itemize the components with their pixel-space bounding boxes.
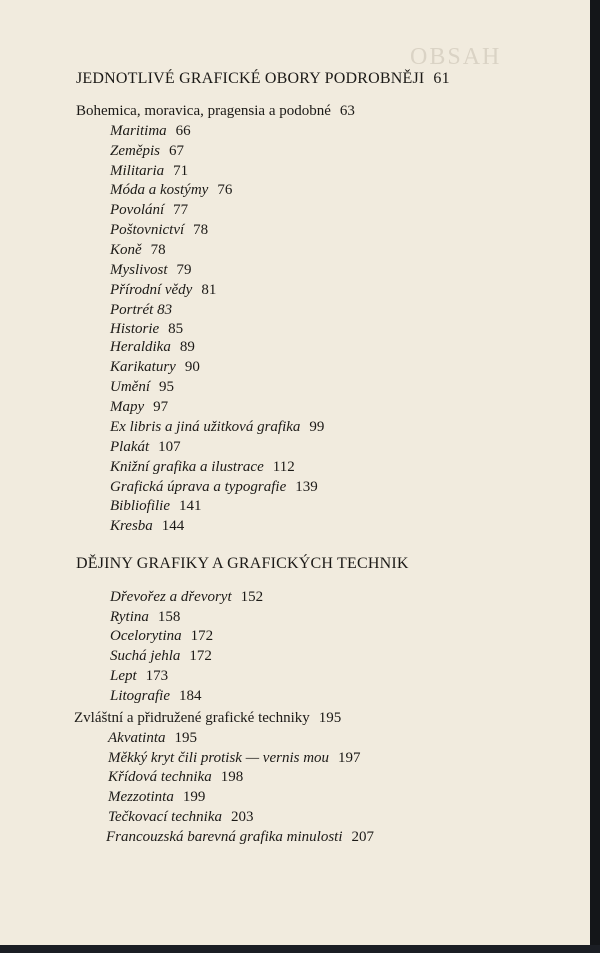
toc-item[interactable] — [110, 301, 172, 319]
toc-item[interactable] — [110, 497, 202, 515]
toc-section-1-page: 61 — [433, 70, 450, 87]
toc-item-page: 172 — [189, 648, 212, 664]
toc-item-title: Rytina — [110, 609, 149, 625]
toc-item-title: Akvatinta — [108, 730, 166, 746]
toc-item[interactable] — [110, 588, 263, 606]
toc-item[interactable] — [110, 418, 324, 436]
toc-item-title: Tečkovací technika — [108, 809, 222, 825]
toc-item-title: Přírodní vědy — [110, 282, 193, 298]
toc-item-title: Grafická úprava a typografie — [110, 479, 287, 495]
toc-section-1-title: JEDNOTLIVÉ GRAFICKÉ OBORY PODROBNĚJI — [76, 70, 425, 87]
toc-item-page: 95 — [159, 379, 174, 395]
toc-item[interactable] — [110, 122, 191, 140]
toc-item-page: 99 — [309, 419, 325, 435]
toc-item-title: Kresba — [110, 518, 153, 534]
toc-item[interactable] — [108, 729, 197, 747]
toc-item-page: 85 — [168, 321, 184, 337]
toc-item[interactable] — [108, 808, 253, 826]
toc-item[interactable] — [110, 667, 168, 685]
toc-item-title: Heraldika — [110, 339, 171, 355]
toc-group-2-page: 195 — [318, 710, 342, 726]
toc-item[interactable] — [110, 398, 168, 416]
toc-item-page: 197 — [338, 750, 361, 766]
toc-item-page: 76 — [217, 182, 233, 198]
toc-item-title: Plakát — [110, 439, 150, 455]
toc-item-title: Zeměpis — [110, 143, 160, 159]
toc-item[interactable] — [110, 241, 166, 259]
toc-item-title: Ex libris a jiná užitková grafika — [110, 419, 301, 435]
bleed-through-title: OBSAH — [410, 44, 502, 70]
toc-item-page: 139 — [295, 479, 318, 495]
toc-item-page: 141 — [179, 498, 202, 514]
toc-item-title: Ocelorytina — [110, 628, 182, 644]
toc-item-page: 77 — [173, 202, 189, 218]
toc-group-2[interactable] — [74, 709, 341, 727]
toc-group-1-title: Bohemica, moravica, pragensia a podobné — [76, 103, 331, 119]
toc-item-page: 184 — [179, 688, 202, 704]
toc-group-1-page: 63 — [339, 103, 355, 119]
toc-item-page: 97 — [153, 399, 169, 415]
toc-item[interactable] — [110, 358, 200, 376]
toc-item[interactable] — [110, 142, 184, 160]
toc-item[interactable] — [108, 749, 361, 767]
toc-item-page: 172 — [190, 628, 214, 644]
toc-item[interactable] — [110, 320, 183, 338]
toc-item[interactable] — [106, 828, 374, 846]
toc-item[interactable] — [110, 627, 213, 645]
toc-item-title: Křídová technika — [108, 769, 212, 785]
toc-item-title: Militaria — [110, 163, 165, 179]
toc-item[interactable] — [110, 221, 208, 239]
toc-item-title: Dřevořez a dřevoryt — [110, 589, 232, 605]
toc-item-title: Knižní grafika a ilustrace — [110, 459, 264, 475]
toc-item-page: 90 — [184, 359, 200, 375]
toc-item-title: Historie — [110, 321, 160, 337]
toc-item-title: Umění — [110, 379, 150, 395]
toc-item-page: 112 — [272, 459, 295, 475]
toc-item-title: Myslivost — [110, 262, 168, 278]
toc-item[interactable] — [110, 261, 192, 279]
toc-item-title: Litografie — [110, 688, 171, 704]
toc-item[interactable] — [108, 788, 205, 806]
toc-item-page: 66 — [175, 123, 191, 139]
toc-item-page: 78 — [193, 222, 209, 238]
book-edge-bottom — [0, 945, 600, 953]
toc-item-title: Karikatury — [110, 359, 176, 375]
toc-item[interactable] — [110, 647, 212, 665]
toc-item-page: 195 — [174, 730, 197, 746]
toc-section-1[interactable] — [76, 70, 450, 88]
toc-item[interactable] — [110, 687, 202, 705]
toc-item[interactable] — [110, 281, 216, 299]
toc-item-page: 158 — [157, 609, 181, 625]
toc-item-title: Poštovnictví — [110, 222, 185, 238]
toc-item-page: 81 — [201, 282, 217, 298]
toc-item-page: 107 — [158, 439, 181, 455]
toc-item-page: 144 — [161, 518, 185, 534]
toc-item[interactable] — [110, 438, 181, 456]
toc-item[interactable] — [110, 517, 184, 535]
toc-item-page: 199 — [182, 789, 206, 805]
toc-item-page: 207 — [351, 829, 375, 845]
toc-group-1[interactable] — [76, 102, 355, 120]
toc-item[interactable] — [110, 608, 180, 626]
toc-section-2-title: DĚJINY GRAFIKY A GRAFICKÝCH TECHNIK — [76, 555, 409, 572]
toc-item-title: Koně — [110, 242, 142, 258]
toc-item-page: 173 — [145, 668, 169, 684]
toc-item-title: Bibliofilie — [110, 498, 170, 514]
toc-item-title: Mapy — [110, 399, 145, 415]
toc-item[interactable] — [110, 181, 232, 199]
toc-item-title: Mezzotinta — [108, 789, 174, 805]
toc-item[interactable] — [110, 201, 188, 219]
toc-item-page: 89 — [179, 339, 195, 355]
toc-item-title: Suchá jehla — [110, 648, 181, 664]
toc-item[interactable] — [110, 458, 295, 476]
toc-item[interactable] — [108, 768, 243, 786]
toc-item-page: 152 — [240, 589, 264, 605]
toc-item-title: Měkký kryt čili protisk — vernis mou — [108, 750, 330, 766]
toc-item[interactable] — [110, 478, 318, 496]
toc-item-page: 203 — [230, 809, 254, 825]
toc-item-title: Francouzská barevná grafika minulosti — [106, 829, 343, 845]
toc-item-page: 71 — [173, 163, 189, 179]
toc-item[interactable] — [110, 162, 188, 180]
toc-item-page: 78 — [150, 242, 166, 258]
toc-section-2[interactable] — [76, 555, 409, 573]
toc-item-page: 79 — [176, 262, 192, 278]
toc-item-title: Móda a kostýmy — [110, 182, 209, 198]
toc-item-title: Portrét 83 — [110, 302, 173, 318]
toc-item-title: Lept — [110, 668, 137, 684]
book-edge-right — [590, 0, 600, 953]
toc-item-page: 198 — [220, 769, 244, 785]
toc-item-title: Maritima — [110, 123, 167, 139]
toc-item[interactable] — [110, 338, 195, 356]
toc-item-page: 67 — [169, 143, 184, 159]
toc-group-2-title: Zvláštní a přidružené grafické techniky — [74, 710, 310, 726]
toc-item[interactable] — [110, 378, 174, 396]
toc-item-title: Povolání — [110, 202, 165, 218]
